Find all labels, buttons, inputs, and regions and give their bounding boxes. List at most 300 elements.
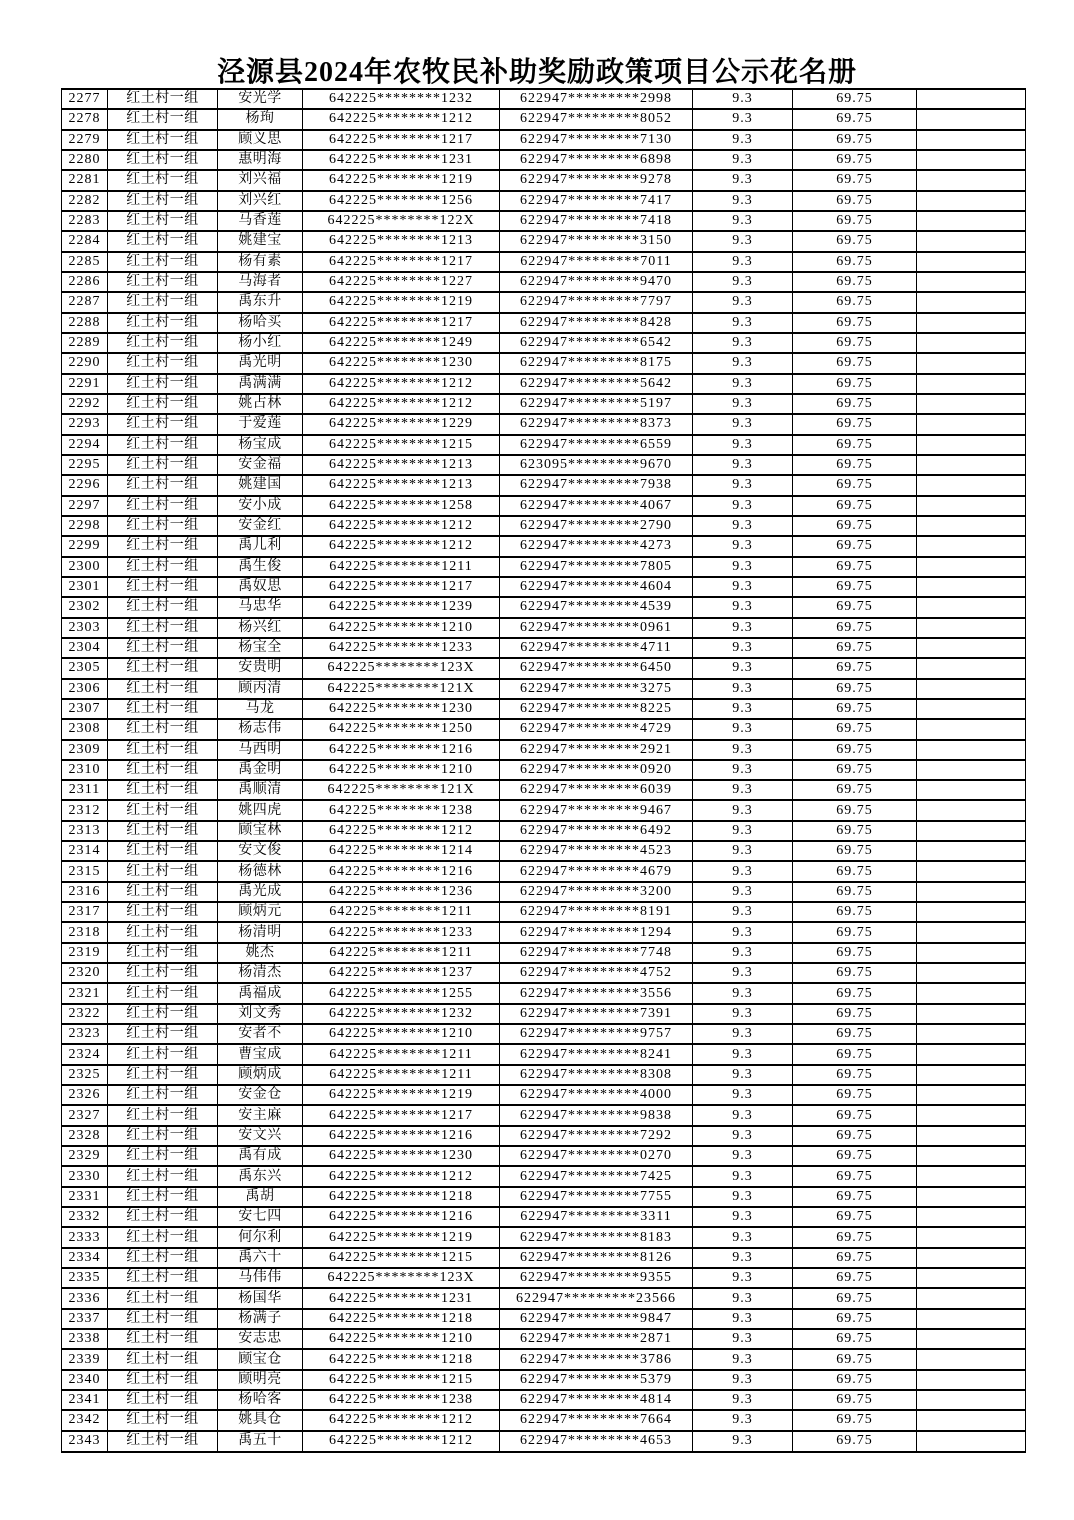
village-group-cell: 红土村一组 (108, 963, 218, 983)
total-amount-cell: 69.75 (793, 963, 917, 983)
village-group-cell: 红土村一组 (108, 638, 218, 658)
serial-number-cell: 2328 (62, 1126, 108, 1146)
id-number-cell: 642225********1217 (303, 252, 500, 272)
unit-amount-cell: 9.3 (693, 1105, 793, 1125)
unit-amount-cell: 9.3 (693, 170, 793, 190)
table-row (62, 618, 1026, 638)
serial-number-cell: 2290 (62, 353, 108, 373)
table-row (62, 109, 1026, 129)
bank-account-cell: 622947*********6492 (500, 821, 693, 841)
village-group-cell: 红土村一组 (108, 536, 218, 556)
unit-amount-cell: 9.3 (693, 902, 793, 922)
unit-amount-cell: 9.3 (693, 435, 793, 455)
person-name-cell: 禹奴思 (218, 577, 303, 597)
table-row (62, 1248, 1026, 1268)
table-row (62, 1349, 1026, 1369)
person-name-cell: 安金红 (218, 516, 303, 536)
table-row (62, 435, 1026, 455)
total-amount-cell: 69.75 (793, 374, 917, 394)
total-amount-cell: 69.75 (793, 333, 917, 353)
unit-amount-cell: 9.3 (693, 231, 793, 251)
unit-amount-cell: 9.3 (693, 1431, 793, 1452)
table-row (62, 1370, 1026, 1390)
person-name-cell: 顾义思 (218, 130, 303, 150)
village-group-cell: 红土村一组 (108, 272, 218, 292)
unit-amount-cell: 9.3 (693, 1370, 793, 1390)
table-row (62, 597, 1026, 617)
village-group-cell: 红土村一组 (108, 333, 218, 353)
bank-account-cell: 622947*********3786 (500, 1349, 693, 1369)
serial-number-cell: 2306 (62, 679, 108, 699)
total-amount-cell: 69.75 (793, 983, 917, 1003)
total-amount-cell: 69.75 (793, 272, 917, 292)
id-number-cell: 642225********1212 (303, 821, 500, 841)
remark-cell (917, 943, 1026, 963)
serial-number-cell: 2301 (62, 577, 108, 597)
unit-amount-cell: 9.3 (693, 1288, 793, 1308)
bank-account-cell: 622947*********8126 (500, 1248, 693, 1268)
bank-account-cell: 622947*********4752 (500, 963, 693, 983)
village-group-cell: 红土村一组 (108, 760, 218, 780)
total-amount-cell: 69.75 (793, 1288, 917, 1308)
unit-amount-cell: 9.3 (693, 414, 793, 434)
id-number-cell: 642225********1231 (303, 150, 500, 170)
remark-cell (917, 618, 1026, 638)
bank-account-cell: 622947*********8308 (500, 1065, 693, 1085)
bank-account-cell: 622947*********6039 (500, 780, 693, 800)
bank-account-cell: 622947*********4539 (500, 597, 693, 617)
village-group-cell: 红土村一组 (108, 150, 218, 170)
serial-number-cell: 2294 (62, 435, 108, 455)
total-amount-cell: 69.75 (793, 821, 917, 841)
unit-amount-cell: 9.3 (693, 252, 793, 272)
person-name-cell: 禹五十 (218, 1431, 303, 1452)
remark-cell (917, 252, 1026, 272)
remark-cell (917, 557, 1026, 577)
person-name-cell: 姚占林 (218, 394, 303, 414)
id-number-cell: 642225********1211 (303, 943, 500, 963)
unit-amount-cell: 9.3 (693, 1349, 793, 1369)
id-number-cell: 642225********1256 (303, 191, 500, 211)
unit-amount-cell: 9.3 (693, 394, 793, 414)
id-number-cell: 642225********1250 (303, 719, 500, 739)
person-name-cell: 杨清明 (218, 922, 303, 942)
id-number-cell: 642225********1216 (303, 1207, 500, 1227)
serial-number-cell: 2331 (62, 1187, 108, 1207)
table-row (62, 1187, 1026, 1207)
bank-account-cell: 622947*********9355 (500, 1268, 693, 1288)
unit-amount-cell: 9.3 (693, 333, 793, 353)
person-name-cell: 姚四虎 (218, 800, 303, 820)
table-row (62, 1268, 1026, 1288)
person-name-cell: 顾炳成 (218, 1065, 303, 1085)
id-number-cell: 642225********1230 (303, 1146, 500, 1166)
serial-number-cell: 2298 (62, 516, 108, 536)
remark-cell (917, 1390, 1026, 1410)
unit-amount-cell: 9.3 (693, 658, 793, 678)
person-name-cell: 杨兴红 (218, 618, 303, 638)
table-row (62, 1166, 1026, 1186)
remark-cell (917, 191, 1026, 211)
id-number-cell: 642225********1258 (303, 496, 500, 516)
total-amount-cell: 69.75 (793, 496, 917, 516)
table-row (62, 394, 1026, 414)
village-group-cell: 红土村一组 (108, 1004, 218, 1024)
unit-amount-cell: 9.3 (693, 536, 793, 556)
serial-number-cell: 2282 (62, 191, 108, 211)
unit-amount-cell: 9.3 (693, 740, 793, 760)
bank-account-cell: 622947*********4523 (500, 841, 693, 861)
total-amount-cell: 69.75 (793, 1431, 917, 1452)
person-name-cell: 顾宝仓 (218, 1349, 303, 1369)
village-group-cell: 红土村一组 (108, 1349, 218, 1369)
remark-cell (917, 150, 1026, 170)
id-number-cell: 642225********1210 (303, 1024, 500, 1044)
person-name-cell: 姚建国 (218, 475, 303, 495)
unit-amount-cell: 9.3 (693, 1024, 793, 1044)
bank-account-cell: 622947*********3556 (500, 983, 693, 1003)
bank-account-cell: 622947*********4653 (500, 1431, 693, 1452)
id-number-cell: 642225********1231 (303, 1288, 500, 1308)
person-name-cell: 安金福 (218, 455, 303, 475)
total-amount-cell: 69.75 (793, 902, 917, 922)
table-row (62, 292, 1026, 312)
total-amount-cell: 69.75 (793, 597, 917, 617)
table-row (62, 272, 1026, 292)
table-row (62, 496, 1026, 516)
id-number-cell: 642225********1237 (303, 963, 500, 983)
remark-cell (917, 313, 1026, 333)
roster-table (61, 88, 1026, 1453)
bank-account-cell: 622947*********7011 (500, 252, 693, 272)
id-number-cell: 642225********1218 (303, 1187, 500, 1207)
total-amount-cell: 69.75 (793, 699, 917, 719)
bank-account-cell: 622947*********4679 (500, 861, 693, 881)
bank-account-cell: 622947*********7755 (500, 1187, 693, 1207)
id-number-cell: 642225********1238 (303, 800, 500, 820)
unit-amount-cell: 9.3 (693, 1166, 793, 1186)
person-name-cell: 马伟伟 (218, 1268, 303, 1288)
bank-account-cell: 622947*********23566 (500, 1288, 693, 1308)
serial-number-cell: 2343 (62, 1431, 108, 1452)
table-row (62, 943, 1026, 963)
village-group-cell: 红土村一组 (108, 1146, 218, 1166)
remark-cell (917, 1288, 1026, 1308)
total-amount-cell: 69.75 (793, 313, 917, 333)
unit-amount-cell: 9.3 (693, 597, 793, 617)
remark-cell (917, 1166, 1026, 1186)
village-group-cell: 红土村一组 (108, 800, 218, 820)
village-group-cell: 红土村一组 (108, 658, 218, 678)
person-name-cell: 杨清杰 (218, 963, 303, 983)
id-number-cell: 642225********1216 (303, 740, 500, 760)
id-number-cell: 642225********1215 (303, 1248, 500, 1268)
village-group-cell: 红土村一组 (108, 1044, 218, 1064)
village-group-cell: 红土村一组 (108, 353, 218, 373)
id-number-cell: 642225********1219 (303, 170, 500, 190)
table-row (62, 455, 1026, 475)
unit-amount-cell: 9.3 (693, 800, 793, 820)
remark-cell (917, 1126, 1026, 1146)
unit-amount-cell: 9.3 (693, 516, 793, 536)
total-amount-cell: 69.75 (793, 394, 917, 414)
unit-amount-cell: 9.3 (693, 780, 793, 800)
village-group-cell: 红土村一组 (108, 557, 218, 577)
id-number-cell: 642225********1212 (303, 374, 500, 394)
table-row (62, 1065, 1026, 1085)
remark-cell (917, 780, 1026, 800)
id-number-cell: 642225********1212 (303, 394, 500, 414)
table-row (62, 821, 1026, 841)
unit-amount-cell: 9.3 (693, 150, 793, 170)
id-number-cell: 642225********1212 (303, 536, 500, 556)
total-amount-cell: 69.75 (793, 922, 917, 942)
village-group-cell: 红土村一组 (108, 922, 218, 942)
serial-number-cell: 2277 (62, 89, 108, 109)
person-name-cell: 顾炳元 (218, 902, 303, 922)
person-name-cell: 禹有成 (218, 1146, 303, 1166)
bank-account-cell: 622947*********9757 (500, 1024, 693, 1044)
total-amount-cell: 69.75 (793, 841, 917, 861)
id-number-cell: 642225********1214 (303, 841, 500, 861)
remark-cell (917, 170, 1026, 190)
remark-cell (917, 333, 1026, 353)
remark-cell (917, 1187, 1026, 1207)
total-amount-cell: 69.75 (793, 536, 917, 556)
bank-account-cell: 622947*********2871 (500, 1329, 693, 1349)
person-name-cell: 杨满子 (218, 1309, 303, 1329)
bank-account-cell: 622947*********7797 (500, 292, 693, 312)
bank-account-cell: 622947*********4067 (500, 496, 693, 516)
village-group-cell: 红土村一组 (108, 374, 218, 394)
remark-cell (917, 1410, 1026, 1430)
table-row (62, 1227, 1026, 1247)
village-group-cell: 红土村一组 (108, 1288, 218, 1308)
unit-amount-cell: 9.3 (693, 1004, 793, 1024)
total-amount-cell: 69.75 (793, 475, 917, 495)
village-group-cell: 红土村一组 (108, 882, 218, 902)
id-number-cell: 642225********1219 (303, 1227, 500, 1247)
village-group-cell: 红土村一组 (108, 1085, 218, 1105)
id-number-cell: 642225********123X (303, 658, 500, 678)
unit-amount-cell: 9.3 (693, 1268, 793, 1288)
total-amount-cell: 69.75 (793, 1004, 917, 1024)
id-number-cell: 642225********121X (303, 780, 500, 800)
person-name-cell: 安志忠 (218, 1329, 303, 1349)
person-name-cell: 禹光明 (218, 353, 303, 373)
table-row (62, 1288, 1026, 1308)
serial-number-cell: 2292 (62, 394, 108, 414)
village-group-cell: 红土村一组 (108, 1431, 218, 1452)
village-group-cell: 红土村一组 (108, 597, 218, 617)
remark-cell (917, 882, 1026, 902)
village-group-cell: 红土村一组 (108, 191, 218, 211)
table-row (62, 89, 1026, 109)
remark-cell (917, 89, 1026, 109)
person-name-cell: 禹生俊 (218, 557, 303, 577)
table-row (62, 150, 1026, 170)
village-group-cell: 红土村一组 (108, 618, 218, 638)
bank-account-cell: 622947*********4273 (500, 536, 693, 556)
person-name-cell: 禹光成 (218, 882, 303, 902)
person-name-cell: 马西明 (218, 740, 303, 760)
unit-amount-cell: 9.3 (693, 679, 793, 699)
table-row (62, 1390, 1026, 1410)
person-name-cell: 杨德林 (218, 861, 303, 881)
remark-cell (917, 638, 1026, 658)
serial-number-cell: 2304 (62, 638, 108, 658)
id-number-cell: 642225********1219 (303, 1085, 500, 1105)
total-amount-cell: 69.75 (793, 353, 917, 373)
serial-number-cell: 2286 (62, 272, 108, 292)
village-group-cell: 红土村一组 (108, 1166, 218, 1186)
remark-cell (917, 1044, 1026, 1064)
total-amount-cell: 69.75 (793, 1187, 917, 1207)
person-name-cell: 杨有素 (218, 252, 303, 272)
id-number-cell: 642225********1255 (303, 983, 500, 1003)
table-row (62, 1004, 1026, 1024)
id-number-cell: 642225********1216 (303, 861, 500, 881)
total-amount-cell: 69.75 (793, 252, 917, 272)
total-amount-cell: 69.75 (793, 1207, 917, 1227)
village-group-cell: 红土村一组 (108, 1370, 218, 1390)
table-row (62, 333, 1026, 353)
id-number-cell: 642225********1217 (303, 577, 500, 597)
serial-number-cell: 2322 (62, 1004, 108, 1024)
id-number-cell: 642225********1210 (303, 618, 500, 638)
total-amount-cell: 69.75 (793, 211, 917, 231)
serial-number-cell: 2338 (62, 1329, 108, 1349)
serial-number-cell: 2278 (62, 109, 108, 129)
bank-account-cell: 622947*********8225 (500, 699, 693, 719)
village-group-cell: 红土村一组 (108, 780, 218, 800)
bank-account-cell: 622947*********1294 (500, 922, 693, 942)
person-name-cell: 杨志伟 (218, 719, 303, 739)
person-name-cell: 禹满满 (218, 374, 303, 394)
person-name-cell: 于爱莲 (218, 414, 303, 434)
id-number-cell: 642225********1212 (303, 516, 500, 536)
serial-number-cell: 2305 (62, 658, 108, 678)
id-number-cell: 642225********1217 (303, 313, 500, 333)
table-row (62, 1085, 1026, 1105)
table-row (62, 902, 1026, 922)
table-row (62, 577, 1026, 597)
bank-account-cell: 622947*********7805 (500, 557, 693, 577)
id-number-cell: 642225********1249 (303, 333, 500, 353)
serial-number-cell: 2316 (62, 882, 108, 902)
id-number-cell: 642225********1230 (303, 353, 500, 373)
remark-cell (917, 1329, 1026, 1349)
total-amount-cell: 69.75 (793, 1410, 917, 1430)
person-name-cell: 禹儿利 (218, 536, 303, 556)
total-amount-cell: 69.75 (793, 679, 917, 699)
serial-number-cell: 2309 (62, 740, 108, 760)
unit-amount-cell: 9.3 (693, 191, 793, 211)
total-amount-cell: 69.75 (793, 435, 917, 455)
remark-cell (917, 231, 1026, 251)
village-group-cell: 红土村一组 (108, 1207, 218, 1227)
bank-account-cell: 622947*********3200 (500, 882, 693, 902)
serial-number-cell: 2334 (62, 1248, 108, 1268)
unit-amount-cell: 9.3 (693, 1329, 793, 1349)
total-amount-cell: 69.75 (793, 455, 917, 475)
person-name-cell: 何尔利 (218, 1227, 303, 1247)
remark-cell (917, 1024, 1026, 1044)
table-row (62, 882, 1026, 902)
village-group-cell: 红土村一组 (108, 1309, 218, 1329)
person-name-cell: 曹宝成 (218, 1044, 303, 1064)
table-row (62, 983, 1026, 1003)
remark-cell (917, 1370, 1026, 1390)
remark-cell (917, 1227, 1026, 1247)
bank-account-cell: 622947*********8183 (500, 1227, 693, 1247)
page-title: 泾源县2024年农牧民补助奖励政策项目公示花名册 (216, 57, 857, 88)
total-amount-cell: 69.75 (793, 1166, 917, 1186)
serial-number-cell: 2281 (62, 170, 108, 190)
id-number-cell: 642225********1216 (303, 1126, 500, 1146)
unit-amount-cell: 9.3 (693, 292, 793, 312)
serial-number-cell: 2342 (62, 1410, 108, 1430)
unit-amount-cell: 9.3 (693, 821, 793, 841)
total-amount-cell: 69.75 (793, 1126, 917, 1146)
village-group-cell: 红土村一组 (108, 577, 218, 597)
total-amount-cell: 69.75 (793, 109, 917, 129)
remark-cell (917, 1146, 1026, 1166)
bank-account-cell: 622947*********3311 (500, 1207, 693, 1227)
village-group-cell: 红土村一组 (108, 1227, 218, 1247)
person-name-cell: 杨小红 (218, 333, 303, 353)
bank-account-cell: 622947*********8241 (500, 1044, 693, 1064)
table-row (62, 699, 1026, 719)
person-name-cell: 刘兴红 (218, 191, 303, 211)
table-row (62, 719, 1026, 739)
serial-number-cell: 2295 (62, 455, 108, 475)
serial-number-cell: 2291 (62, 374, 108, 394)
serial-number-cell: 2289 (62, 333, 108, 353)
village-group-cell: 红土村一组 (108, 902, 218, 922)
village-group-cell: 红土村一组 (108, 861, 218, 881)
village-group-cell: 红土村一组 (108, 516, 218, 536)
total-amount-cell: 69.75 (793, 1024, 917, 1044)
remark-cell (917, 983, 1026, 1003)
table-row (62, 536, 1026, 556)
bank-account-cell: 622947*********6542 (500, 333, 693, 353)
id-number-cell: 642225********1217 (303, 130, 500, 150)
id-number-cell: 642225********122X (303, 211, 500, 231)
id-number-cell: 642225********1218 (303, 1349, 500, 1369)
bank-account-cell: 622947*********6898 (500, 150, 693, 170)
unit-amount-cell: 9.3 (693, 1207, 793, 1227)
total-amount-cell: 69.75 (793, 1105, 917, 1125)
serial-number-cell: 2332 (62, 1207, 108, 1227)
person-name-cell: 杨哈买 (218, 313, 303, 333)
total-amount-cell: 69.75 (793, 89, 917, 109)
unit-amount-cell: 9.3 (693, 882, 793, 902)
total-amount-cell: 69.75 (793, 861, 917, 881)
id-number-cell: 642225********1217 (303, 1105, 500, 1125)
table-row (62, 638, 1026, 658)
total-amount-cell: 69.75 (793, 130, 917, 150)
unit-amount-cell: 9.3 (693, 983, 793, 1003)
village-group-cell: 红土村一组 (108, 1126, 218, 1146)
serial-number-cell: 2303 (62, 618, 108, 638)
bank-account-cell: 622947*********3275 (500, 679, 693, 699)
total-amount-cell: 69.75 (793, 943, 917, 963)
bank-account-cell: 622947*********7425 (500, 1166, 693, 1186)
total-amount-cell: 69.75 (793, 1309, 917, 1329)
id-number-cell: 642225********1233 (303, 922, 500, 942)
unit-amount-cell: 9.3 (693, 638, 793, 658)
